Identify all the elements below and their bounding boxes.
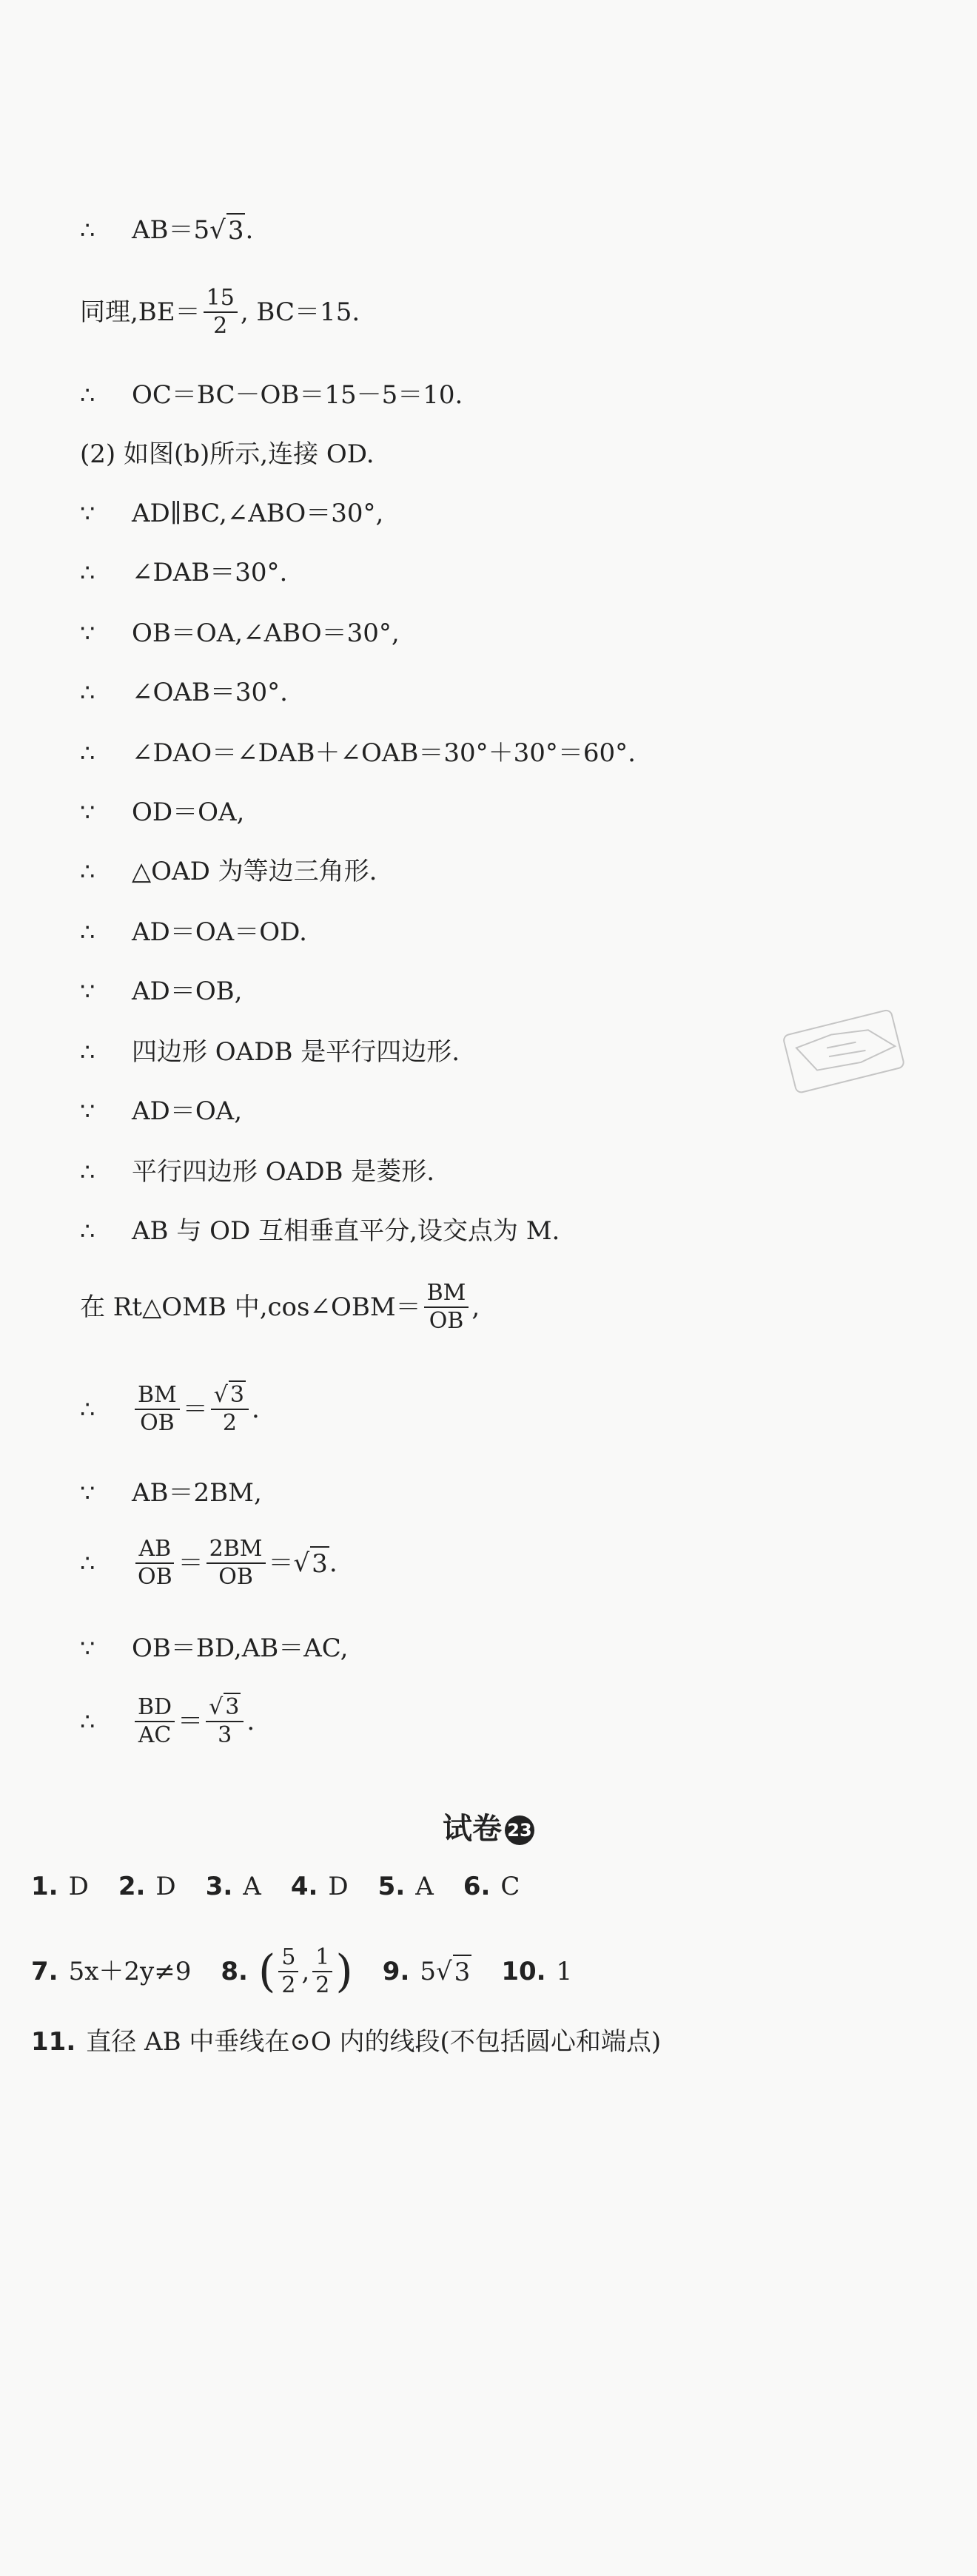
therefore-symbol: ∴ — [80, 1158, 95, 1186]
solution-line-13 — [80, 975, 242, 1008]
answer-value: D — [68, 1872, 89, 1901]
fraction — [424, 1280, 469, 1335]
fraction — [135, 1536, 175, 1591]
radicand: 3 — [229, 1382, 244, 1408]
text-end: . — [245, 215, 254, 245]
question-number: 8. — [221, 1957, 248, 1986]
question-number: 11. — [31, 2027, 76, 2057]
text: △OAD 为等边三角形. — [132, 857, 377, 886]
text-end: . — [329, 1548, 338, 1578]
because-symbol: ∵ — [80, 1097, 95, 1125]
because-symbol: ∵ — [80, 499, 95, 527]
because-symbol: ∵ — [80, 1479, 95, 1507]
solution-line-6 — [80, 556, 287, 589]
text: ∠DAB＝30°. — [132, 558, 288, 587]
denominator: OB — [429, 1308, 464, 1334]
numerator: BD — [135, 1694, 175, 1722]
text: AB＝2BM, — [132, 1478, 262, 1508]
solution-line-23 — [80, 1694, 255, 1749]
numerator — [206, 1694, 244, 1722]
therefore-symbol: ∴ — [80, 739, 95, 767]
solution-line-5 — [80, 497, 383, 530]
left-paren-icon: ( — [258, 1946, 276, 1997]
solution-line-14 — [80, 1036, 460, 1068]
solution-line-1 — [80, 213, 253, 247]
denominator: 2 — [222, 1410, 237, 1436]
solution-line-18 — [80, 1280, 480, 1335]
numerator: AB — [135, 1536, 174, 1564]
therefore-symbol: ∴ — [80, 1549, 95, 1577]
denominator: 2 — [281, 1972, 296, 1998]
sqrt-icon: √ — [213, 1382, 228, 1408]
answer-3 — [206, 1870, 261, 1903]
fraction — [206, 1694, 244, 1749]
therefore-symbol: ∴ — [80, 1038, 95, 1066]
because-symbol: ∵ — [80, 977, 95, 1005]
question-number: 9. — [382, 1957, 410, 1986]
fraction — [312, 1944, 332, 1999]
therefore-symbol: ∴ — [80, 1395, 95, 1423]
solution-line-12 — [80, 916, 307, 948]
text: , BC＝15. — [240, 297, 360, 327]
therefore-symbol: ∴ — [80, 918, 95, 946]
because-symbol: ∵ — [80, 1634, 95, 1662]
text: AD＝OA, — [132, 1096, 243, 1126]
radicand: 3 — [310, 1546, 329, 1580]
text: AD∥BC,∠ABO＝30°, — [132, 499, 384, 528]
text: 平行四边形 OADB 是菱形. — [132, 1157, 435, 1187]
solution-line-10 — [80, 796, 244, 829]
text: OB＝OA,∠ABO＝30°, — [132, 618, 400, 648]
because-symbol: ∵ — [80, 798, 95, 826]
therefore-symbol: ∴ — [80, 1217, 95, 1245]
question-number: 6. — [463, 1872, 491, 1901]
answer-value: 5 — [420, 1957, 436, 1986]
denominator: 2 — [213, 313, 228, 339]
answers-row-3 — [31, 2026, 661, 2058]
question-number: 5. — [377, 1872, 406, 1901]
question-number: 7. — [31, 1957, 58, 1986]
equals: ＝ — [178, 1707, 204, 1736]
solution-line-15 — [80, 1095, 242, 1127]
numerator — [211, 1382, 249, 1410]
answer-value: A — [243, 1872, 261, 1901]
sqrt-icon: √ — [436, 1957, 452, 1986]
equals: ＝ — [182, 1395, 208, 1424]
fraction — [135, 1382, 180, 1437]
solution-line-3 — [80, 379, 463, 411]
text: AB＝5 — [132, 215, 210, 245]
answer-value: 直径 AB 中垂线在⊙O 内的线段(不包括圆心和端点) — [86, 2027, 662, 2057]
fraction — [207, 1536, 266, 1591]
radicand: 3 — [453, 1955, 472, 1989]
sqrt-icon: √ — [293, 1548, 310, 1578]
text: OD＝OA, — [132, 798, 245, 827]
solution-line-22 — [80, 1632, 348, 1665]
text: AB 与 OD 互相垂直平分,设交点为 M. — [132, 1216, 560, 1246]
answer-value: D — [155, 1872, 176, 1901]
text-end: . — [246, 1707, 255, 1736]
right-paren-icon: ) — [335, 1946, 353, 1997]
therefore-symbol: ∴ — [80, 857, 95, 886]
answer-value: D — [328, 1872, 349, 1901]
question-number: 3. — [205, 1872, 233, 1901]
solution-line-20 — [80, 1477, 262, 1509]
therefore-symbol: ∴ — [80, 559, 95, 587]
text: , — [471, 1292, 480, 1322]
text: ∠DAO＝∠DAB＋∠OAB＝30°＋30°＝60°. — [132, 738, 636, 768]
solution-line-8 — [80, 676, 288, 709]
solution-line-2 — [80, 285, 360, 340]
section-number-badge: 23 — [505, 1815, 534, 1845]
numerator: BM — [135, 1382, 180, 1410]
denominator: 3 — [218, 1722, 232, 1748]
numerator: 2BM — [207, 1536, 266, 1564]
solution-line-11 — [80, 855, 377, 888]
fraction — [135, 1694, 175, 1749]
therefore-symbol: ∴ — [80, 678, 95, 707]
solution-line-19 — [80, 1382, 260, 1437]
answer-value: C — [500, 1872, 520, 1901]
because-symbol: ∵ — [80, 619, 95, 647]
fraction — [278, 1944, 298, 1999]
text: OB＝BD,AB＝AC, — [132, 1633, 349, 1663]
section-title-text: 试卷 — [443, 1812, 502, 1846]
answers-row-1 — [31, 1870, 520, 1903]
answer-5 — [378, 1870, 434, 1903]
sqrt-icon: √ — [209, 215, 226, 245]
denominator: OB — [218, 1564, 253, 1590]
solution-line-17 — [80, 1215, 560, 1247]
denominator: 2 — [315, 1972, 330, 1998]
text: OC＝BC－OB＝15－5＝10. — [132, 380, 463, 410]
answer-1 — [31, 1870, 89, 1903]
denominator: OB — [140, 1410, 175, 1436]
answer-4 — [291, 1870, 349, 1903]
sqrt-icon: √ — [209, 1694, 224, 1720]
text: (2) 如图(b)所示,连接 OD. — [80, 439, 375, 469]
text-end: . — [251, 1395, 260, 1424]
denominator: AC — [138, 1722, 172, 1748]
answer-6 — [463, 1870, 520, 1903]
numerator: 5 — [278, 1944, 298, 1972]
text: 四边形 OADB 是平行四边形. — [132, 1037, 460, 1067]
question-number: 10. — [501, 1957, 546, 1986]
fraction — [211, 1382, 249, 1437]
numerator: 1 — [312, 1944, 332, 1972]
answers-row-2 — [31, 1944, 572, 1999]
numerator: 15 — [204, 285, 238, 313]
solution-line-9 — [80, 737, 636, 769]
radicand: 3 — [226, 213, 246, 247]
radicand: 3 — [225, 1694, 240, 1720]
text: 在 Rt△OMB 中,cos∠OBM＝ — [80, 1292, 421, 1322]
therefore-symbol: ∴ — [80, 216, 95, 244]
section-title — [0, 1805, 977, 1847]
text: AD＝OA＝OD. — [132, 917, 307, 947]
comma: , — [301, 1957, 310, 1986]
equals: ＝ — [268, 1548, 294, 1578]
therefore-symbol: ∴ — [80, 381, 95, 409]
text: ∠OAB＝30°. — [132, 678, 288, 707]
denominator: OB — [138, 1564, 172, 1590]
solution-line-7 — [80, 617, 400, 650]
therefore-symbol: ∴ — [80, 1707, 95, 1736]
solution-line-21 — [80, 1536, 338, 1591]
equals: ＝ — [178, 1548, 204, 1578]
solution-line-4 — [80, 438, 375, 471]
solution-line-16 — [80, 1156, 434, 1188]
question-number: 1. — [31, 1872, 58, 1901]
answer-value: 5x＋2y≠9 — [68, 1957, 192, 1986]
question-number: 4. — [290, 1872, 318, 1901]
answer-value: A — [415, 1872, 434, 1901]
fraction — [204, 285, 238, 340]
question-number: 2. — [118, 1872, 146, 1901]
answer-value: 1 — [556, 1957, 573, 1986]
text: AD＝OB, — [132, 977, 243, 1006]
watermark-stamp-icon — [776, 999, 919, 1109]
numerator: BM — [424, 1280, 469, 1308]
answer-2 — [118, 1870, 176, 1903]
text: 同理,BE＝ — [80, 297, 201, 327]
